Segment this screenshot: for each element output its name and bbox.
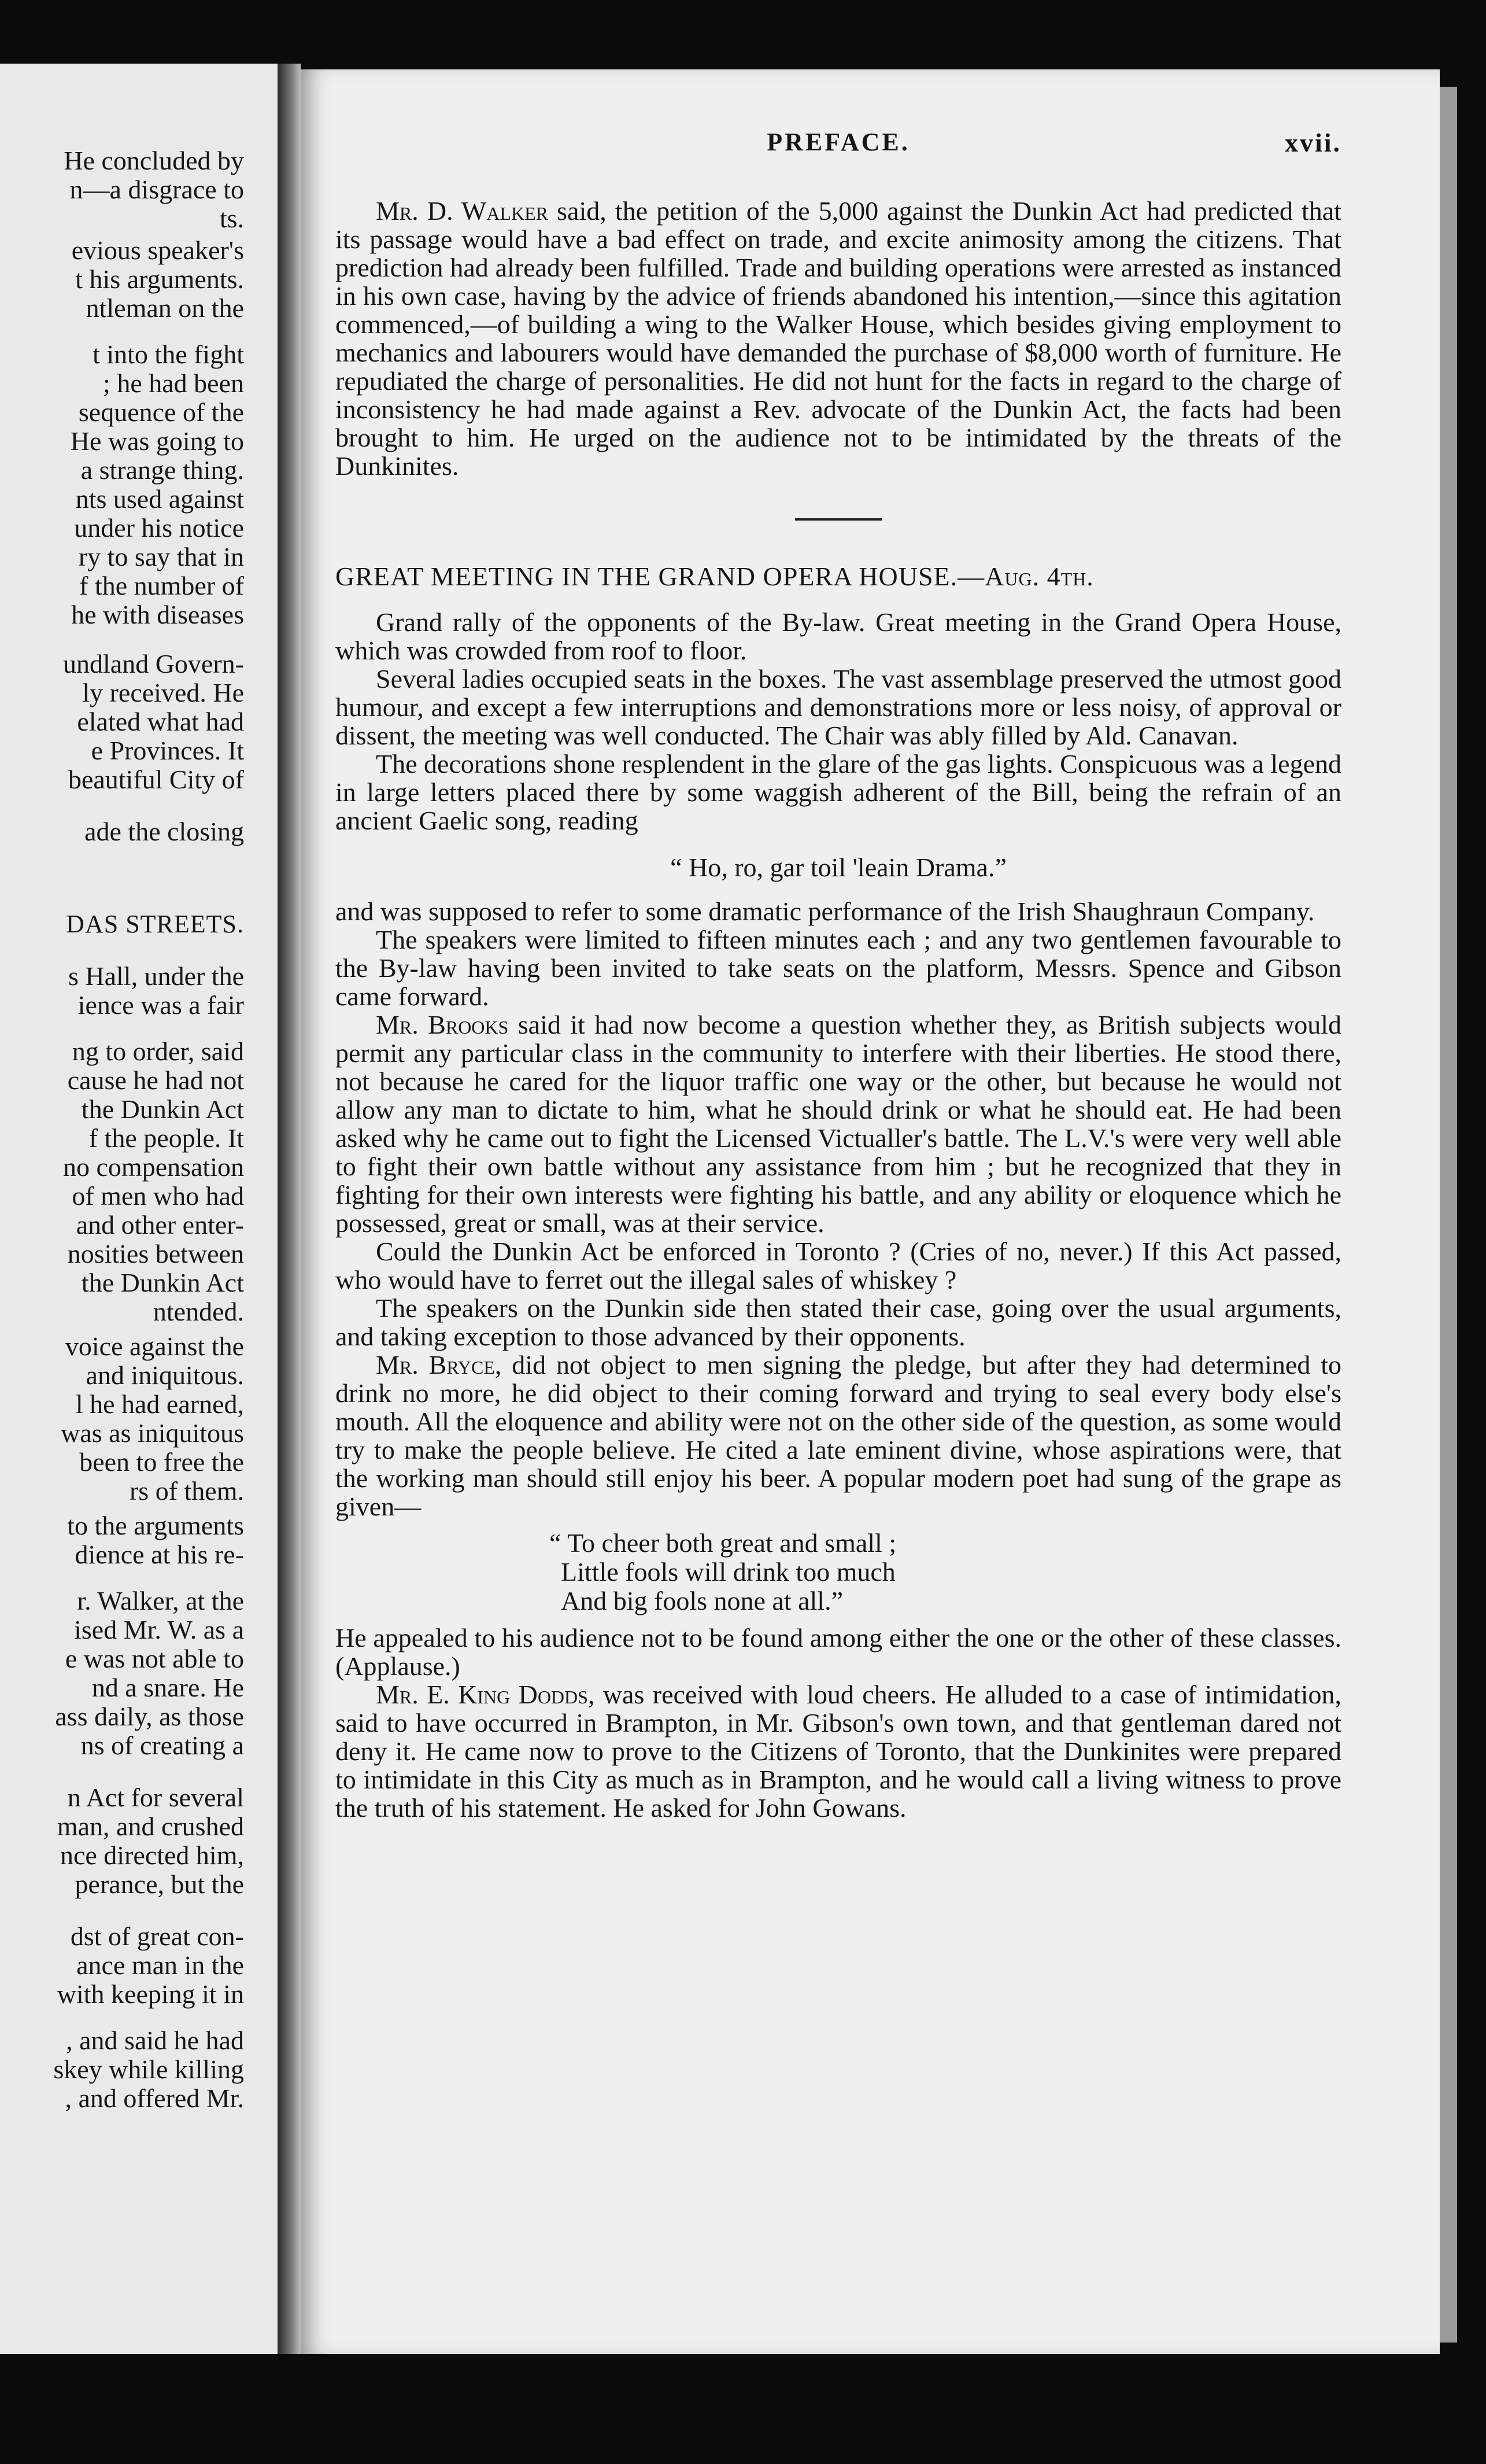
- left-text-line: , and said he had: [66, 2026, 244, 2055]
- left-text-line: ised Mr. W. as a: [74, 1615, 244, 1644]
- left-text-line: ts.: [219, 204, 244, 233]
- left-text-line: dience at his re-: [75, 1540, 244, 1569]
- left-text-line: nd a snare. He: [91, 1673, 244, 1702]
- left-text-line: t into the fight: [93, 340, 244, 369]
- left-text-line: t his arguments.: [75, 264, 244, 294]
- walker-paragraph: [335, 197, 1341, 480]
- left-text-line: the Dunkin Act: [81, 1094, 244, 1124]
- left-text-line: ade the closing: [84, 817, 244, 846]
- paragraph-text: said, the petition of the 5,000 against the Dunkin Act had predicted that its passage would have a bad effect on trade, and excite animosity among the citizens. That prediction had already been fulfilled. Trade and building operations were arrested as instanced in his own case, having by the advice of friends abandoned his intention,—since this agitation commenced,—of building a wing to the Walker House, which besides giving employment to mechanics and labourers would have demanded the purchase of $8,000 worth of furniture. He repudiated the charge of personalities. He did not hunt for the facts in regard to the charge of inconsistency he had made against a Rev. advocate of the Dunkin Act, the facts had been brought to him. He urged on the audience not to be intimidated by the threats of the Dunkinites.: [335, 196, 1341, 481]
- left-text-line: s Hall, under the: [68, 961, 244, 991]
- left-text-line: voice against the: [65, 1331, 244, 1361]
- left-text-line: sequence of the: [78, 397, 244, 427]
- left-text-line: and other enter-: [76, 1210, 244, 1240]
- left-text-line: n Act for several: [67, 1783, 244, 1812]
- rally-paragraph: Grand rally of the opponents of the By-law. Great meeting in the Grand Opera House, which was crowded from roof to floor.: [335, 607, 1341, 665]
- poem-line: “ To cheer both great and small ;: [549, 1528, 897, 1558]
- left-text-line: ns of creating a: [80, 1731, 244, 1760]
- running-title: PREFACE.: [767, 128, 910, 156]
- left-text-line: evious speaker's: [71, 235, 244, 265]
- section-title: GREAT MEETING IN THE GRAND OPERA HOUSE.—: [335, 562, 985, 591]
- left-text-line: ass daily, as those: [55, 1702, 244, 1731]
- paragraph-text: , was received with loud cheers. He alluded to a case of intimidation, said to have occurred in Brampton, in Mr. Gibson's own town, and that gentleman dared not deny it. He came now to prove to the Citizens of Toronto, that the Dunkinites were prepared to intimidate in this City as much as in Brampton, and he would call a living witness to prove the truth of his statement. He asked for John Gowans.: [335, 1680, 1341, 1823]
- section-date: Aug. 4th.: [985, 562, 1094, 591]
- appeal-paragraph: He appealed to his audience not to be found among either the one or the other of these classes. (Applause.): [335, 1623, 1341, 1681]
- left-text-line: nosities between: [67, 1239, 244, 1268]
- left-text-line: under his notice: [74, 513, 244, 543]
- left-text-line: ng to order, said: [72, 1036, 244, 1066]
- left-text-line: ntended.: [153, 1297, 244, 1326]
- speaker-name: Mr. D. Walker: [376, 196, 548, 226]
- left-text-line: and iniquitous.: [86, 1360, 244, 1390]
- left-text-line: ; he had been: [103, 368, 244, 398]
- left-text-line: to the arguments: [67, 1511, 244, 1540]
- left-text-line: ly received. He: [82, 678, 244, 707]
- dodds-paragraph: [335, 1680, 1341, 1822]
- left-text-line: ance man in the: [76, 1950, 244, 1980]
- left-text-line: skey while killing: [53, 2054, 244, 2084]
- page-number: xvii.: [1284, 128, 1341, 157]
- left-text-line: been to free the: [79, 1447, 244, 1477]
- brooks-paragraph: [335, 1010, 1341, 1237]
- left-text-line: n—a disgrace to: [69, 175, 244, 204]
- bryce-paragraph: [335, 1351, 1341, 1521]
- left-text-line: he with diseases: [71, 600, 244, 629]
- left-text-line: man, and crushed: [57, 1812, 244, 1841]
- left-text-line: of men who had: [72, 1181, 244, 1211]
- page-content: [335, 127, 1341, 1822]
- supposed-paragraph: and was supposed to refer to some dramatic performance of the Irish Shaughraun Company.: [335, 897, 1315, 926]
- poem-line: And big fools none at all.”: [561, 1586, 844, 1615]
- left-text-line: nce directed him,: [60, 1840, 244, 1870]
- enforced-paragraph: Could the Dunkin Act be enforced in Toronto ? (Cries of no, never.) If this Act passed, who would have to ferret out the illegal sales of whiskey ?: [335, 1237, 1341, 1294]
- book-spine: [278, 64, 301, 2354]
- speakers-paragraph: The speakers were limited to fifteen minutes each ; and any two gentlemen favourable to the By-law having been invited to take seats on the platform, Messrs. Spence and Gibson came forward.: [335, 925, 1341, 1011]
- right-page: [301, 69, 1440, 2354]
- section-heading: [335, 561, 1341, 592]
- paragraph-text: said it had now become a question whether they, as British subjects would permit any particular class in the community to interfere with their liberties. He stood there, not because he cared for the liquor traffic one way or the other, but because he would not allow any man to dictate to him, what he should drink or what he should eat. He had been asked why he came out to fight the Licensed Victualler's battle. The L.V.'s were very well able to fight their own battle without any assistance from him ; but he recognized that they in fighting for their own interests were fighting his battle, and any ability or eloquence which he possessed, great or small, was at their service.: [335, 1010, 1341, 1238]
- running-head: [335, 127, 1341, 174]
- legend-quote: “ Ho, ro, gar toil 'leain Drama.”: [670, 853, 1007, 882]
- left-text-line: ntleman on the: [86, 293, 244, 323]
- left-text-line: f the number of: [79, 571, 244, 600]
- left-text-line: elated what had: [77, 707, 244, 736]
- left-text-line: beautiful City of: [68, 765, 244, 794]
- left-text-line: rs of them.: [129, 1476, 244, 1506]
- poem-line: Little fools will drink too much: [561, 1557, 896, 1587]
- left-heading-fragment: DAS STREETS.: [66, 910, 244, 938]
- left-text-line: undland Govern-: [63, 649, 244, 678]
- section-divider: [795, 518, 882, 521]
- speaker-name: Mr. E. King Dodds: [376, 1680, 588, 1709]
- left-text-line: f the people. It: [88, 1123, 244, 1153]
- left-text-line: ry to say that in: [78, 542, 244, 571]
- ladies-paragraph: Several ladies occupied seats in the boxes. The vast assemblage preserved the utmost good humour, and except a few interruptions and demonstrations more or less noisy, of approval or dissent, the meeting was well conducted. The Chair was ably filled by Ald. Canavan.: [335, 664, 1342, 750]
- left-text-line: no compensation: [63, 1152, 244, 1182]
- page-edge: [1440, 87, 1457, 2343]
- left-text-line: He concluded by: [64, 146, 244, 175]
- speaker-name: Mr. Brooks: [376, 1010, 509, 1039]
- left-text-line: was as iniquitous: [61, 1418, 244, 1448]
- left-text-line: dst of great con-: [70, 1921, 244, 1951]
- left-text-line: l he had earned,: [75, 1389, 244, 1419]
- left-text-line: e Provinces. It: [91, 736, 244, 765]
- left-text-line: r. Walker, at the: [77, 1586, 244, 1615]
- left-text-line: cause he had not: [67, 1065, 244, 1095]
- left-text-line: He was going to: [70, 426, 244, 456]
- left-text-line: the Dunkin Act: [81, 1268, 244, 1297]
- left-text-line: , and offered Mr.: [65, 2083, 244, 2113]
- paragraph-text: , did not object to men signing the pledge, but after they had determined to drink no more, he did object to their coming forward and trying to seal every body else's mouth. All the eloquence and ability were not on the other side of the question, as some would try to make the people believe. He cited a late eminent divine, whose aspirations were, that the working man should still enjoy his beer. A popular modern poet had sung of the grape as given—: [335, 1350, 1341, 1521]
- decorations-paragraph: The decorations shone resplendent in the glare of the gas lights. Conspicuous was a legend in large letters placed there by some waggish adherent of the Bill, being the refrain of an ancient Gaelic song, reading: [335, 749, 1341, 835]
- left-page-fragment: [0, 64, 278, 2354]
- left-text-line: with keeping it in: [57, 1979, 244, 2009]
- left-text-line: e was not able to: [65, 1644, 244, 1673]
- left-text-line: ience was a fair: [77, 990, 244, 1020]
- poem-quote: [549, 1529, 1341, 1615]
- left-text-line: nts used against: [75, 484, 244, 514]
- dunkin-side-paragraph: The speakers on the Dunkin side then stated their case, going over the usual arguments, and taking exception to those advanced by their opponents.: [335, 1293, 1341, 1351]
- left-text-line: a strange thing.: [80, 455, 244, 485]
- speaker-name: Mr. Bryce: [376, 1350, 495, 1379]
- left-text-line: perance, but the: [75, 1869, 244, 1899]
